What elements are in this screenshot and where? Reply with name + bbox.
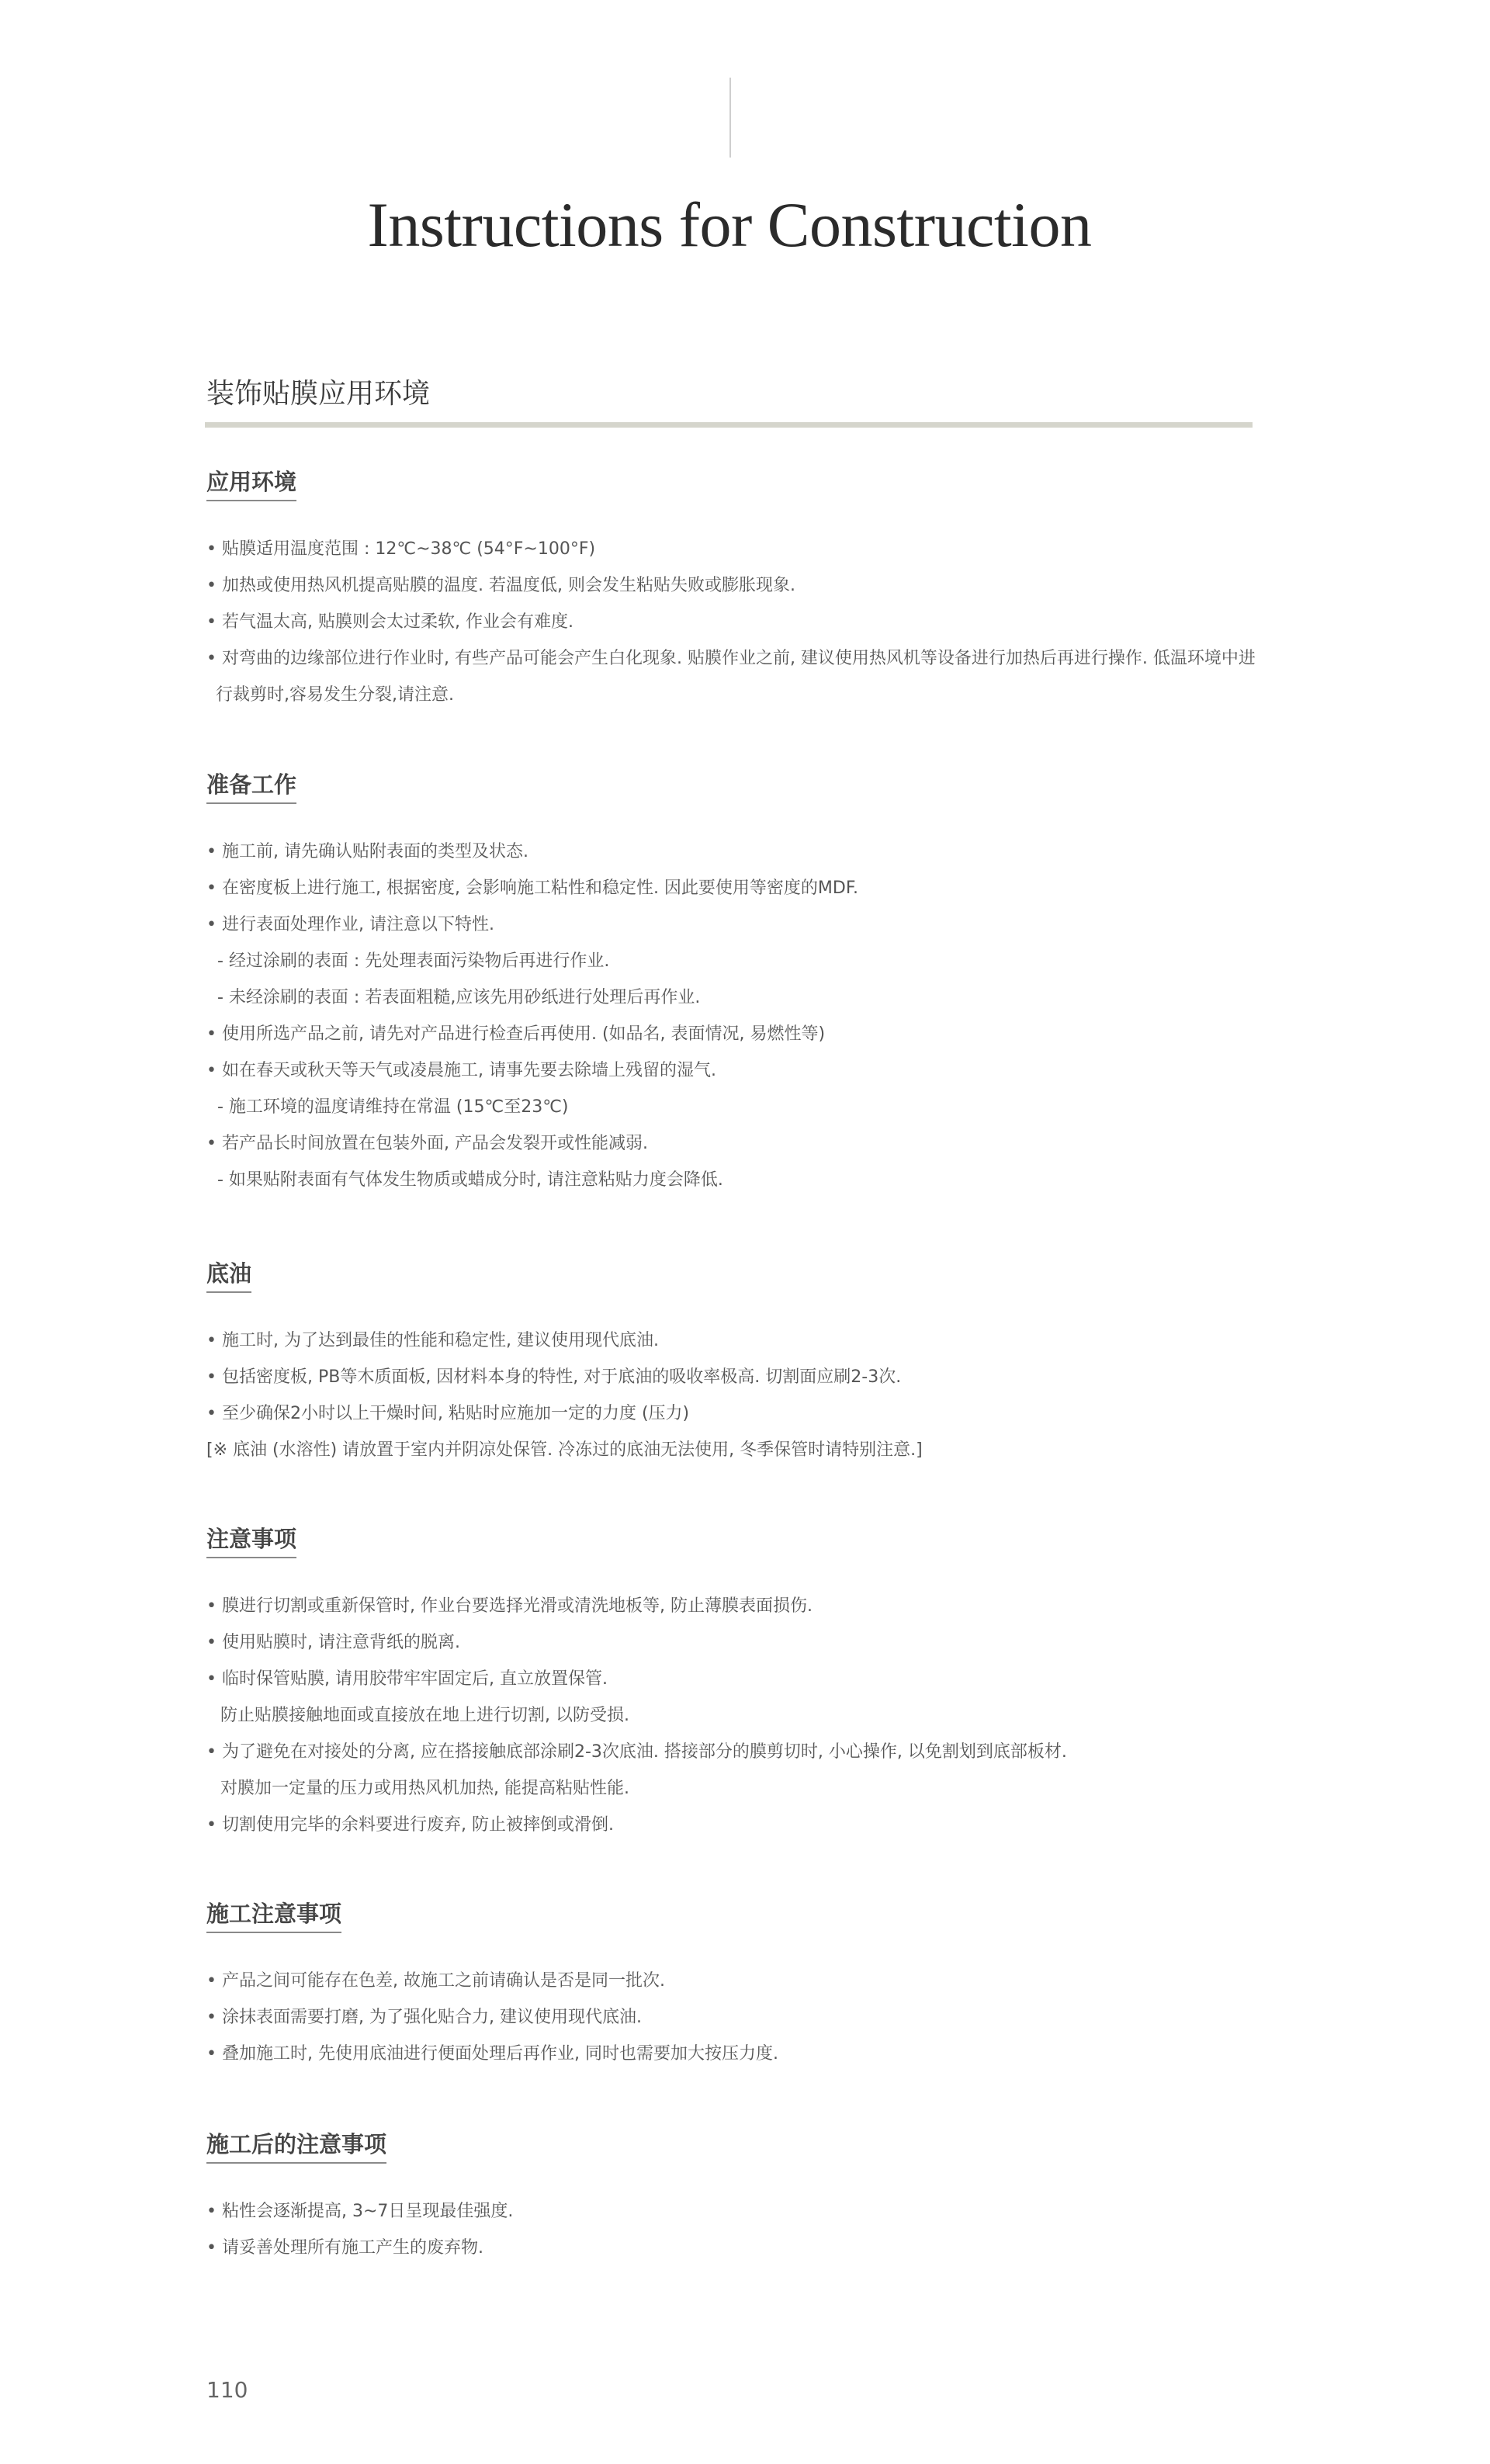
section-title: 准备工作 (206, 768, 296, 804)
list-continuation: 对膜加一定量的压力或用热风机加热, 能提高粘贴性能. (220, 1779, 629, 1798)
section-title: 底油 (206, 1257, 251, 1293)
section-precautions (206, 1523, 1262, 1843)
section-primer (206, 1257, 1262, 1468)
list-item: • 粘性会逐渐提高, 3~7日呈现最佳强度. (206, 2202, 514, 2221)
section-title: 施工注意事项 (206, 1897, 341, 1933)
list-subitem: - 如果贴附表面有气体发生物质或蜡成分时, 请注意粘贴力度会降低. (217, 1170, 723, 1190)
item-list (206, 833, 1262, 1198)
list-item: • 至少确保2小时以上干燥时间, 粘贴时应施加一定的力度 (压力) (206, 1404, 690, 1423)
item-list (206, 1963, 1262, 2072)
list-continuation: 防止贴膜接触地面或直接放在地上进行切割, 以防受损. (220, 1706, 629, 1725)
list-item: • 进行表面处理作业, 请注意以下特性. (206, 915, 494, 934)
list-item: • 为了避免在对接处的分离, 应在搭接触底部涂刷2-3次底油. 搭接部分的膜剪切时, 小心操作, 以免割划到底部板材. (206, 1742, 1067, 1762)
list-item: • 使用贴膜时, 请注意背纸的脱离. (206, 1633, 460, 1652)
section-post-construction-precautions (206, 2128, 1262, 2266)
list-subitem: - 经过涂刷的表面 : 先处理表面污染物后再进行作业. (217, 951, 610, 971)
list-item: • 对弯曲的边缘部位进行作业时, 有些产品可能会产生白化现象. 贴膜作业之前, 建议使用热风机等设备进行加热后再进行操作. 低温环境中进行裁剪时,容易发生分裂,请注意. (206, 649, 1256, 705)
item-list (206, 1588, 1262, 1843)
list-item: • 叠加施工时, 先使用底油进行便面处理后再作业, 同时也需要加大按压力度. (206, 2044, 778, 2064)
list-item: • 产品之间可能存在色差, 故施工之前请确认是否是同一批次. (206, 1971, 665, 1991)
list-item: • 在密度板上进行施工, 根据密度, 会影响施工粘性和稳定性. 因此要使用等密度的MDF. (206, 879, 858, 898)
section-application-environment (206, 466, 1262, 713)
item-list (206, 2193, 1262, 2266)
section-title: 注意事项 (206, 1523, 296, 1558)
list-item: • 若气温太高, 贴膜则会太过柔软, 作业会有难度. (206, 612, 573, 632)
section-construction-precautions (206, 1897, 1262, 2072)
list-item: • 若产品长时间放置在包装外面, 产品会发裂开或性能减弱. (206, 1134, 648, 1153)
section-title: 应用环境 (206, 466, 296, 501)
document-title: Instructions for Construction (367, 189, 1092, 260)
list-note: [※ 底油 (水溶性) 请放置于室内并阴凉处保管. 冷冻过的底油无法使用, 冬季保管时请特别注意.] (206, 1440, 923, 1460)
list-subitem: - 未经涂刷的表面 : 若表面粗糙,应该先用砂纸进行处理后再作业. (217, 988, 701, 1007)
page-number: 110 (206, 2377, 248, 2403)
list-item: • 切割使用完毕的余料要进行废弃, 防止被摔倒或滑倒. (206, 1815, 614, 1835)
list-item: • 膜进行切割或重新保管时, 作业台要选择光滑或清洗地板等, 防止薄膜表面损伤. (206, 1596, 813, 1616)
main-heading: 装饰贴膜应用环境 (206, 378, 431, 410)
item-list (206, 531, 1262, 713)
list-item: • 施工前, 请先确认贴附表面的类型及状态. (206, 842, 528, 861)
list-item: • 临时保管贴膜, 请用胶带牢牢固定后, 直立放置保管. (206, 1669, 608, 1689)
section-preparation (206, 768, 1262, 1198)
list-item: • 如在春天或秋天等天气或凌晨施工, 请事先要去除墙上残留的湿气. (206, 1061, 716, 1080)
main-heading-rule (205, 422, 1253, 428)
list-item: • 施工时, 为了达到最佳的性能和稳定性, 建议使用现代底油. (206, 1331, 659, 1350)
list-item: • 使用所选产品之前, 请先对产品进行检查后再使用. (如品名, 表面情况, 易燃性等) (206, 1024, 826, 1044)
list-item: • 加热或使用热风机提高贴膜的温度. 若温度低, 则会发生粘贴失败或膨胀现象. (206, 576, 795, 595)
section-title: 施工后的注意事项 (206, 2128, 386, 2164)
top-divider-line (729, 78, 731, 158)
list-item: • 请妥善处理所有施工产生的废弃物. (206, 2238, 483, 2258)
list-item: • 包括密度板, PB等木质面板, 因材料本身的特性, 对于底油的吸收率极高. 切割面应刷2-3次. (206, 1367, 902, 1387)
item-list (206, 1322, 1262, 1468)
list-subitem: - 施工环境的温度请维持在常温 (15℃至23℃) (217, 1097, 569, 1117)
list-item: • 涂抹表面需要打磨, 为了强化贴合力, 建议使用现代底油. (206, 2008, 642, 2027)
list-item: • 贴膜适用温度范围 : 12℃~38℃ (54°F~100°F) (206, 539, 596, 559)
